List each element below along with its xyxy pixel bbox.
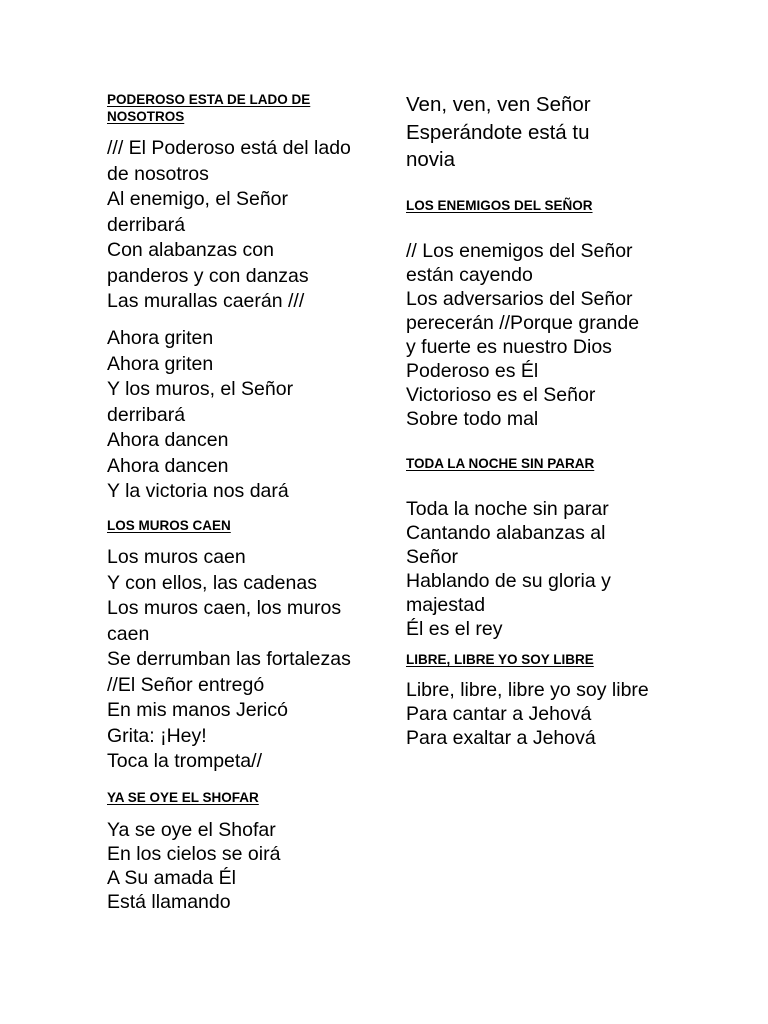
song-title-enemigos: LOS ENEMIGOS DEL SEÑOR bbox=[406, 198, 593, 213]
lyric-line: Ahora dancen bbox=[107, 429, 229, 451]
lyric-line: Toca la trompeta// bbox=[107, 750, 262, 772]
lyric-line: derribará bbox=[107, 403, 186, 426]
lyric-line: Él es el rey bbox=[406, 618, 503, 640]
lyric-line: Para exaltar a Jehová bbox=[406, 727, 596, 749]
lyric-line: Los muros caen bbox=[107, 546, 246, 568]
verse-poderoso-1 bbox=[107, 136, 351, 315]
lyric-line: Grita: ¡Hey! bbox=[107, 724, 207, 747]
lyric-line: En los cielos se oirá bbox=[107, 843, 281, 865]
lyric-line: //El Señor entregó bbox=[107, 673, 265, 696]
lyric-line: Sobre todo mal bbox=[406, 408, 539, 430]
lyric-line: panderos y con danzas bbox=[107, 264, 309, 287]
lyric-line: Ven, ven, ven Señor bbox=[406, 93, 591, 116]
lyric-line: Ahora griten bbox=[107, 352, 214, 375]
lyric-line: Toda la noche sin parar bbox=[406, 498, 609, 520]
lyric-line: Las murallas caerán /// bbox=[107, 290, 305, 312]
lyric-line: Ya se oye el Shofar bbox=[107, 819, 276, 841]
lyric-line: /// El Poderoso está del lado bbox=[107, 137, 351, 159]
song-title-toda-la-noche: TODA LA NOCHE SIN PARAR bbox=[406, 456, 595, 471]
lyric-line: Al enemigo, el Señor bbox=[107, 188, 289, 210]
lyric-line: // Los enemigos del Señor bbox=[406, 240, 633, 262]
lyric-line: Libre, libre, libre yo soy libre bbox=[406, 679, 649, 701]
lyric-line: y fuerte es nuestro Dios bbox=[406, 336, 612, 358]
song-title-line: PODEROSO ESTA DE LADO DE bbox=[107, 92, 311, 107]
lyric-line: A Su amada Él bbox=[107, 867, 236, 889]
lyric-line: Hablando de su gloria y bbox=[406, 570, 611, 592]
verse-enemigos bbox=[406, 239, 639, 431]
song-title-muros: LOS MUROS CAEN bbox=[107, 518, 231, 533]
verse-poderoso-2 bbox=[107, 326, 293, 505]
lyric-line: Y la victoria nos dará bbox=[107, 480, 289, 502]
lyric-line: Victorioso es el Señor bbox=[406, 384, 596, 406]
song-title-libre: LIBRE, LIBRE YO SOY LIBRE bbox=[406, 652, 594, 667]
lyric-line: Esperándote está tu bbox=[406, 120, 590, 144]
lyric-line: Los adversarios del Señor bbox=[406, 288, 633, 310]
song-title-shofar: YA SE OYE EL SHOFAR bbox=[107, 790, 259, 805]
song-title-poderoso bbox=[107, 91, 310, 125]
lyric-line: Poderoso es Él bbox=[406, 360, 539, 382]
lyric-line: Cantando alabanzas al bbox=[406, 522, 606, 544]
lyric-line: de nosotros bbox=[107, 162, 209, 185]
verse-shofar bbox=[107, 818, 280, 914]
verse-continuation bbox=[406, 91, 591, 174]
lyric-line: Ahora griten bbox=[107, 327, 214, 349]
lyric-line: Está llamando bbox=[107, 891, 231, 913]
lyric-line: derribará bbox=[107, 213, 186, 236]
verse-muros bbox=[107, 545, 351, 775]
lyric-line: Señor bbox=[406, 546, 459, 568]
lyric-line: Y con ellos, las cadenas bbox=[107, 571, 317, 594]
lyric-line: Los muros caen, los muros bbox=[107, 597, 342, 619]
lyric-line: caen bbox=[107, 622, 150, 645]
lyric-line: están cayendo bbox=[406, 264, 533, 286]
song-title-line: NOSOTROS bbox=[107, 109, 185, 124]
lyric-line: Para cantar a Jehová bbox=[406, 703, 592, 725]
lyric-line: Se derrumban las fortalezas bbox=[107, 648, 351, 670]
lyric-line: novia bbox=[406, 148, 456, 171]
lyric-line: Y los muros, el Señor bbox=[107, 378, 294, 400]
lyric-line: majestad bbox=[406, 594, 486, 616]
verse-libre bbox=[406, 678, 649, 750]
verse-toda-la-noche bbox=[406, 497, 611, 641]
lyric-line: Ahora dancen bbox=[107, 454, 229, 477]
lyric-line: En mis manos Jericó bbox=[107, 699, 288, 721]
lyric-line: perecerán //Porque grande bbox=[406, 312, 640, 334]
lyric-line: Con alabanzas con bbox=[107, 239, 274, 261]
